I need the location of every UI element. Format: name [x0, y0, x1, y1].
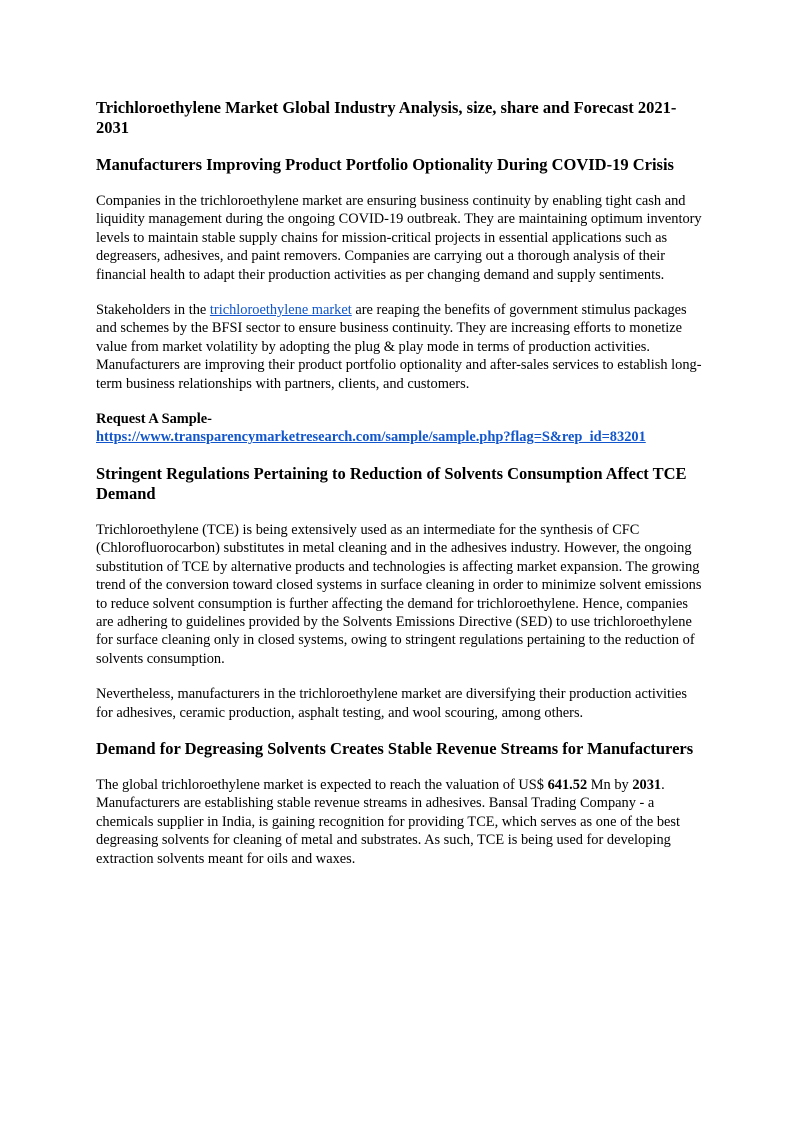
paragraph-diversifying: Nevertheless, manufacturers in the trichloroethylene market are diversifying their production activities for adhesives, ceramic production, asphalt testing, and wool scouring, among others.: [96, 686, 687, 721]
valuation-text-c: . Manufacturers are establishing stable revenue streams in adhesives. Bansal Trading Company - a chemicals supplier in India, is gaining recognition for providing TCE, which serves as one of the best degreasing solvents for cleaning of metal and substrates. As such, TCE is being used for developing extraction solvents meant for oils and waxes.: [96, 776, 681, 867]
paragraph-tce-usage: Trichloroethylene (TCE) is being extensively used as an intermediate for the synthesis of CFC (Chlorofluorocarbon) substitutes in metal cleaning and in the adhesives industry. However, the ongoing substitution of TCE by alternative products and technologies is affecting market expansion. The growing trend of the conversion toward closed systems in surface cleaning in order to minimize solvent emissions to reduce solvent consumption is further affecting the demand for trichloroethylene. Hence, companies are adhering to guidelines provided by the Solvents Emissions Directive (SED) to use trichloroethylene for surface cleaning only in closed systems, owing to stringent regulations pertaining to the reduction of solvents consumption.: [96, 521, 702, 667]
valuation-year: 2031: [632, 776, 662, 793]
paragraph-stakeholders: [96, 301, 702, 393]
paragraph-stakeholders-lead: Stakeholders in the: [96, 302, 210, 319]
section-heading-degreasing: Demand for Degreasing Solvents Creates Stable Revenue Streams for Manufacturers: [96, 738, 694, 758]
document-page: [96, 98, 702, 885]
document-title: Trichloroethylene Market Global Industry Analysis, size, share and Forecast 2021-2031: [96, 98, 677, 137]
valuation-amount: 641.52: [547, 776, 588, 793]
paragraph-business-continuity: Companies in the trichloroethylene market are ensuring business continuity by enabling tight cash and liquidity management during the ongoing COVID-19 outbreak. They are maintaining optimum inventory levels to maintain stable supply chains for mission-critical projects in essential applications such as degreasers, adhesives, and paint removers. Companies are carrying out a thorough analysis of their financial health to adapt their production activities as per changing demand and supply sentiments.: [96, 193, 702, 283]
request-sample-label: Request A Sample-: [96, 411, 212, 428]
trichloroethylene-market-link[interactable]: trichloroethylene market: [209, 302, 352, 319]
valuation-text-a: The global trichloroethylene market is expected to reach the valuation of US$: [96, 776, 548, 793]
request-sample-link[interactable]: https://www.transparencymarketresearch.com/sample/sample.php?flag=S&rep_id=83201: [96, 429, 646, 446]
valuation-text-b: Mn by: [587, 776, 633, 793]
section-heading-regulations: Stringent Regulations Pertaining to Reduction of Solvents Consumption Affect TCE Demand: [96, 463, 687, 503]
paragraph-stakeholders-rest: are reaping the benefits of government stimulus packages and schemes by the BFSI sector to ensure business continuity. They are increasing efforts to monetize value from market volatility by adopting the plug & play mode in terms of production activities. Manufacturers are improving their product portfolio optionality and after-sales services to establish long-term business relationships with partners, clients, and customers.: [96, 302, 702, 392]
request-sample-block: [96, 410, 702, 447]
section-heading-covid: Manufacturers Improving Product Portfolio Optionality During COVID-19 Crisis: [96, 155, 674, 174]
paragraph-market-valuation: [96, 776, 702, 868]
